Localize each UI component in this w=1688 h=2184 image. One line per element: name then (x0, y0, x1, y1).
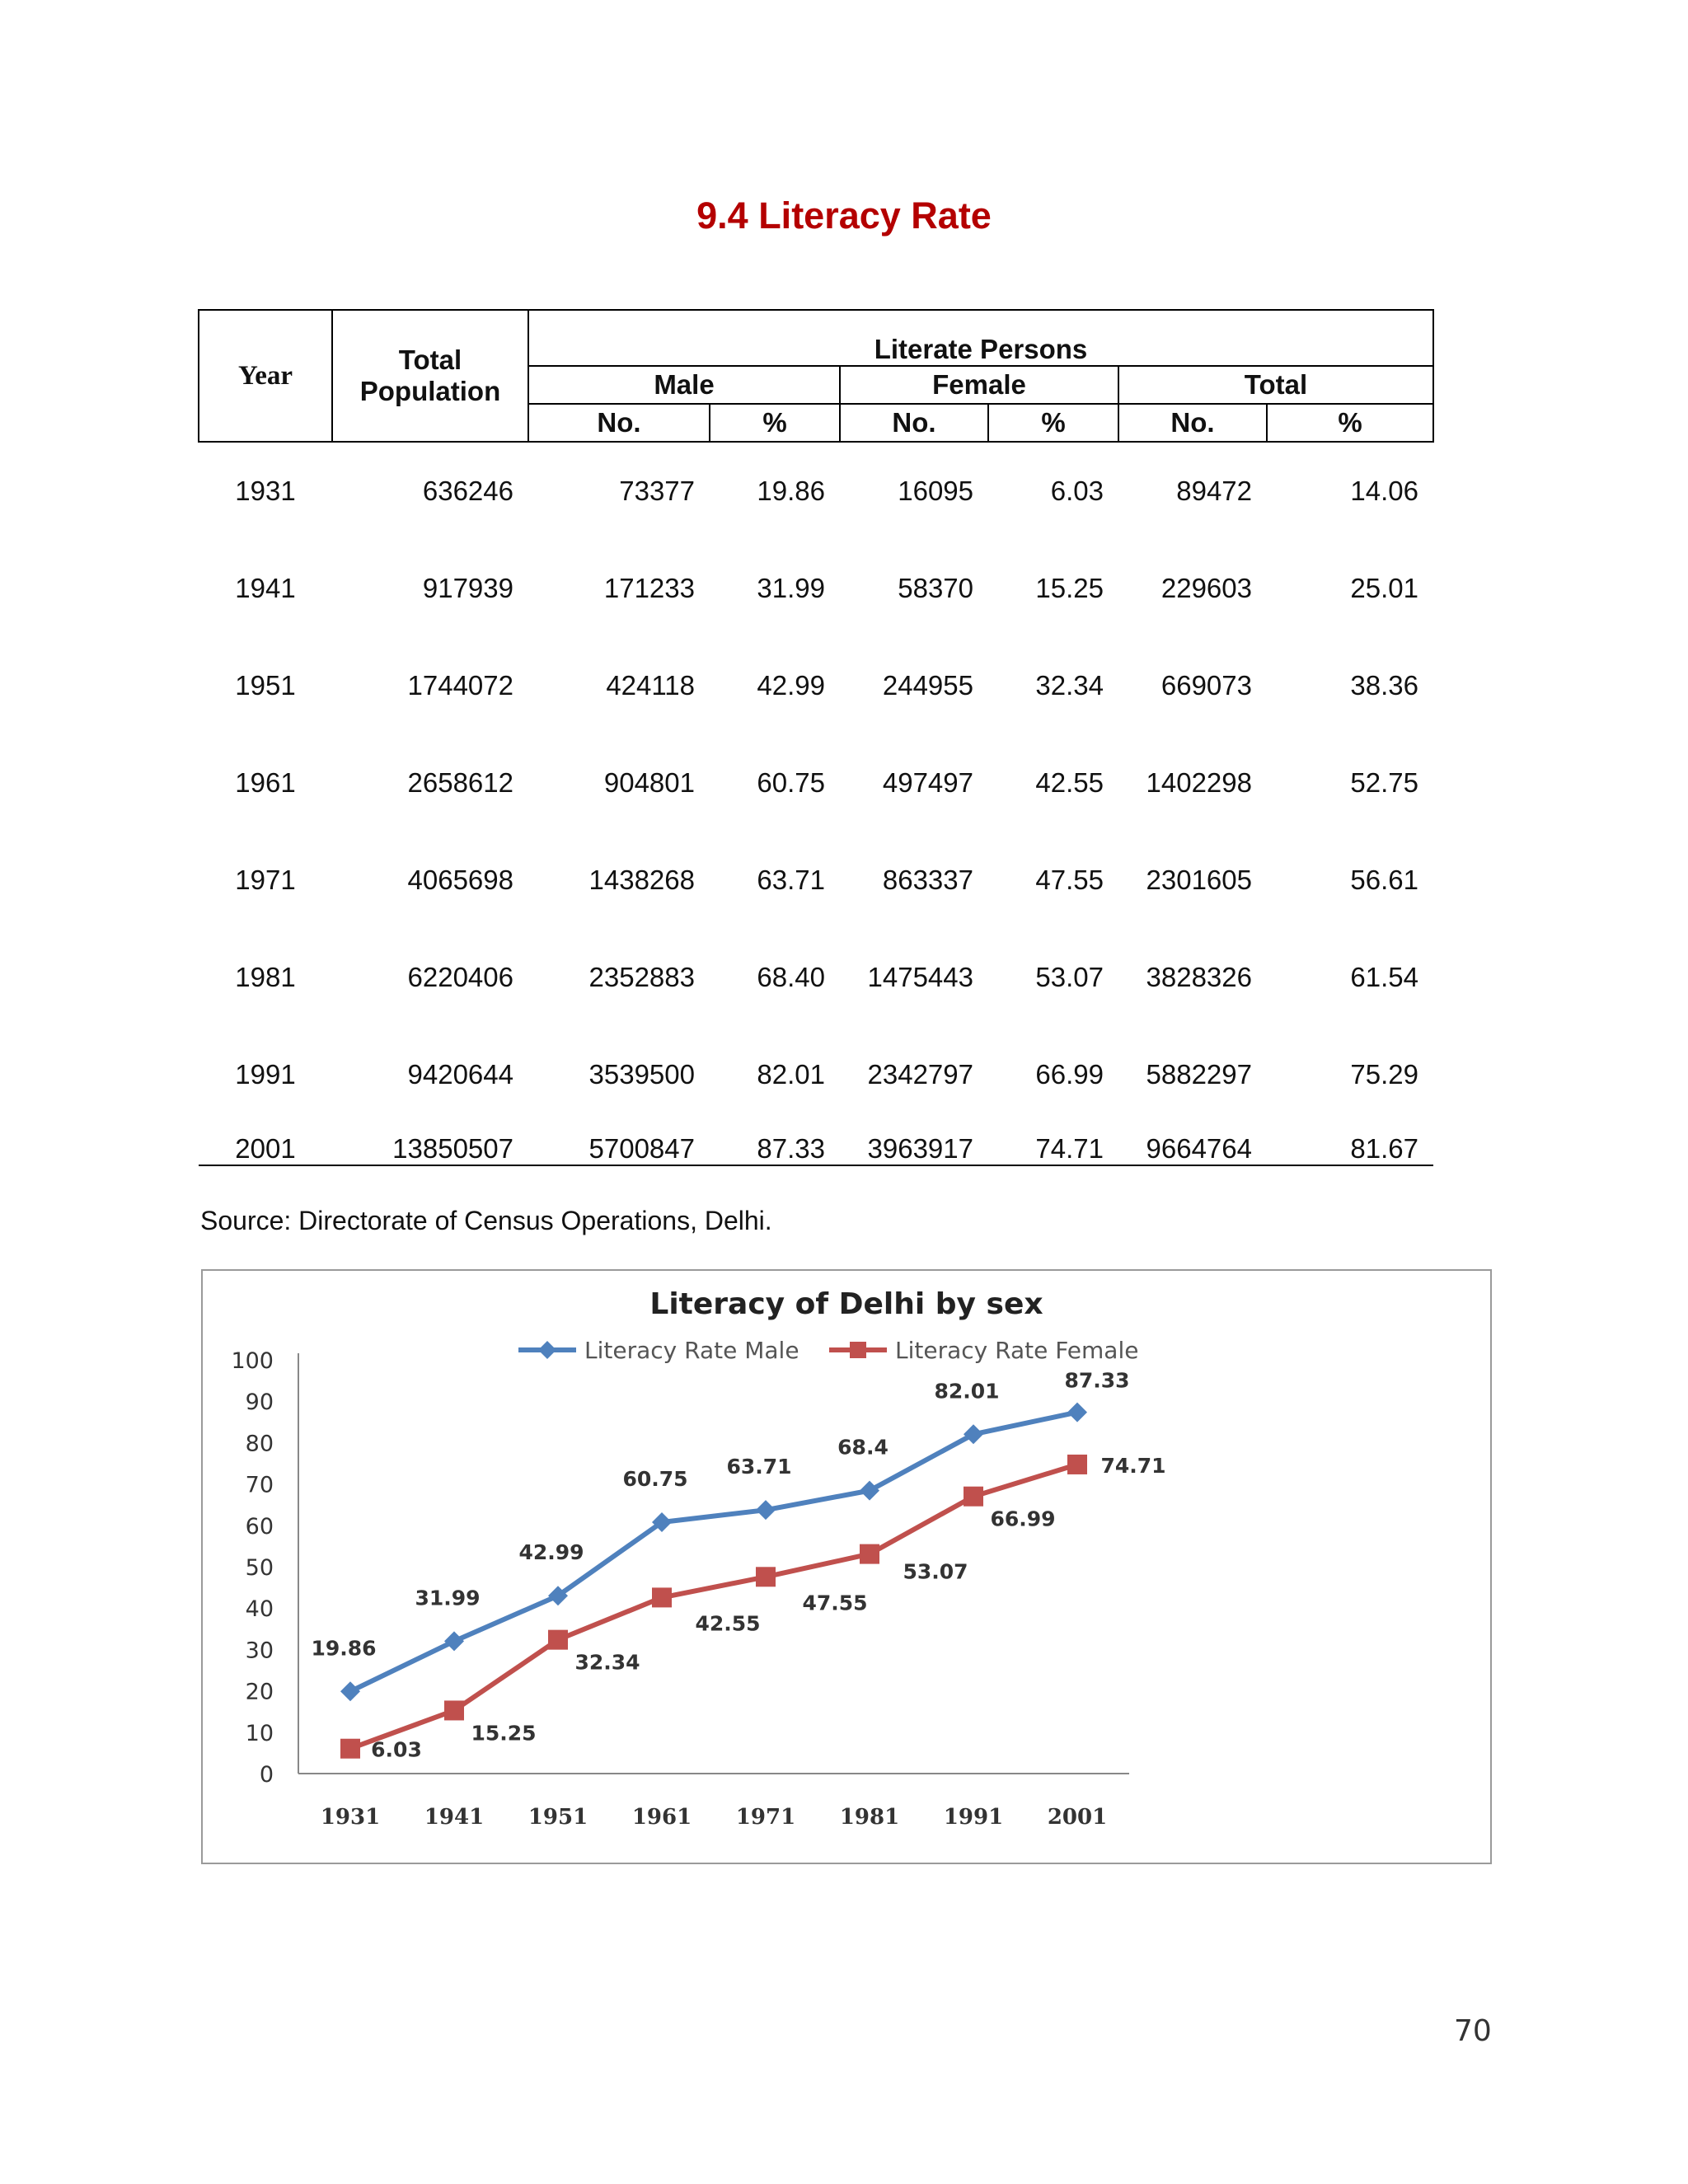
x-tick-label: 1941 (424, 1805, 485, 1830)
data-label: 87.33 (1064, 1368, 1130, 1393)
header-male-pct: % (710, 404, 840, 442)
data-label: 82.01 (934, 1379, 1000, 1404)
row-total-no: 229603 (1160, 573, 1252, 603)
row-male-pct: 31.99 (757, 573, 825, 603)
header-literate-persons: Literate Persons (528, 310, 1433, 366)
data-point (860, 1544, 879, 1564)
row-female-no: 863337 (882, 865, 973, 895)
y-tick-label: 40 (245, 1596, 274, 1623)
series-line-0 (350, 1413, 1077, 1692)
row-year: 1971 (235, 865, 296, 895)
row-total-no: 89472 (1176, 476, 1252, 506)
header-total-population: Total Population (332, 310, 528, 442)
header-female: Female (840, 366, 1118, 404)
row-female-no: 3963917 (840, 1123, 988, 1165)
row-total-no: 9664764 (1118, 1123, 1267, 1165)
row-male-pct: 19.86 (757, 476, 825, 506)
row-population: 4065698 (407, 865, 513, 895)
row-female-no: 497497 (882, 767, 973, 798)
data-point (964, 1487, 983, 1507)
x-tick-label: 1931 (320, 1805, 381, 1830)
row-total-pct: 56.61 (1350, 865, 1418, 895)
x-tick-label: 1971 (735, 1805, 796, 1830)
row-female-pct: 32.34 (1035, 670, 1104, 701)
row-population: 2658612 (407, 767, 513, 798)
row-male-pct: 68.40 (757, 962, 825, 992)
data-point (652, 1587, 672, 1607)
row-female-pct: 47.55 (1035, 865, 1104, 895)
row-total-no: 1402298 (1146, 767, 1252, 798)
data-point (444, 1631, 464, 1651)
data-point (340, 1681, 360, 1701)
y-tick-label: 90 (245, 1390, 274, 1416)
literacy-chart (201, 1269, 1492, 1864)
chart-canvas (203, 1271, 1490, 1863)
data-point (444, 1700, 464, 1720)
data-label: 42.99 (518, 1540, 584, 1565)
source-note: Source: Directorate of Census Operations, Delhi. (200, 1206, 772, 1235)
row-female-pct: 15.25 (1035, 573, 1104, 603)
y-tick-label: 70 (245, 1472, 274, 1498)
data-label: 32.34 (574, 1650, 640, 1675)
row-population: 917939 (422, 573, 513, 603)
row-male-no: 2352883 (588, 962, 695, 992)
row-year: 1931 (235, 476, 296, 506)
row-total-pct: 38.36 (1350, 670, 1418, 701)
row-population: 636246 (422, 476, 513, 506)
data-label: 60.75 (622, 1467, 688, 1492)
y-tick-label: 0 (259, 1762, 274, 1788)
row-population: 6220406 (407, 962, 513, 992)
row-male-no: 73377 (619, 476, 695, 506)
row-female-no: 58370 (898, 573, 973, 603)
row-female-no: 2342797 (867, 1059, 973, 1090)
row-total-pct: 61.54 (1350, 962, 1418, 992)
data-label: 15.25 (471, 1721, 537, 1746)
legend-marker-1 (850, 1342, 866, 1358)
row-total-no: 3828326 (1146, 962, 1252, 992)
row-male-pct: 82.01 (757, 1059, 825, 1090)
row-population: 1744072 (407, 670, 513, 701)
row-total-pct: 75.29 (1350, 1059, 1418, 1090)
data-label: 42.55 (695, 1611, 761, 1636)
row-male-pct: 63.71 (757, 865, 825, 895)
data-label: 6.03 (371, 1737, 422, 1762)
row-year: 1951 (235, 670, 296, 701)
row-male-no: 904801 (603, 767, 695, 798)
data-label: 63.71 (726, 1455, 792, 1479)
table-row (199, 929, 1433, 1026)
table-row (199, 637, 1433, 734)
row-male-pct: 42.99 (757, 670, 825, 701)
header-year: Year (199, 310, 332, 442)
row-female-pct: 66.99 (1035, 1059, 1104, 1090)
row-female-no: 1475443 (867, 962, 973, 992)
row-year: 1941 (235, 573, 296, 603)
x-tick-label: 1981 (839, 1805, 900, 1830)
row-female-pct: 74.71 (988, 1123, 1118, 1165)
row-total-pct: 52.75 (1350, 767, 1418, 798)
row-male-pct: 87.33 (710, 1123, 840, 1165)
data-point (548, 1630, 568, 1650)
literacy-table (198, 309, 1434, 1166)
row-year: 2001 (199, 1123, 332, 1165)
row-female-pct: 42.55 (1035, 767, 1104, 798)
page-heading: 9.4 Literacy Rate (696, 194, 992, 237)
page-number: 70 (1454, 2014, 1492, 2048)
row-total-no: 669073 (1160, 670, 1252, 701)
row-total-pct: 25.01 (1350, 573, 1418, 603)
x-tick-label: 1961 (631, 1805, 692, 1830)
table-row (199, 832, 1433, 929)
data-point (1067, 1403, 1087, 1422)
row-female-pct: 6.03 (1050, 476, 1104, 506)
row-total-pct: 14.06 (1350, 476, 1418, 506)
row-male-no: 424118 (606, 670, 695, 701)
data-label: 53.07 (903, 1559, 968, 1584)
table-row (199, 1123, 1433, 1165)
row-year: 1991 (235, 1059, 296, 1090)
y-tick-label: 100 (231, 1348, 274, 1374)
data-label: 47.55 (802, 1591, 868, 1615)
data-point (756, 1567, 776, 1586)
y-tick-label: 10 (245, 1720, 274, 1746)
y-tick-label: 20 (245, 1679, 274, 1705)
data-label: 66.99 (990, 1507, 1056, 1531)
row-male-no: 1438268 (588, 865, 695, 895)
header-female-no: No. (840, 404, 988, 442)
data-point (340, 1739, 360, 1759)
row-female-no: 244955 (882, 670, 973, 701)
row-year: 1961 (235, 767, 296, 798)
y-tick-label: 30 (245, 1638, 274, 1664)
row-population: 9420644 (407, 1059, 513, 1090)
chart-title: Literacy of Delhi by sex (649, 1287, 1043, 1321)
header-total-no: No. (1118, 404, 1267, 442)
legend-label-0: Literacy Rate Male (584, 1337, 799, 1364)
x-tick-label: 1951 (528, 1805, 588, 1830)
row-total-no: 2301605 (1146, 865, 1252, 895)
data-label: 74.71 (1100, 1453, 1166, 1478)
header-total-pct: % (1267, 404, 1433, 442)
data-label: 19.86 (311, 1636, 377, 1661)
header-total: Total (1118, 366, 1433, 404)
data-point (1067, 1455, 1087, 1474)
header-female-pct: % (988, 404, 1118, 442)
table-row (199, 540, 1433, 637)
table-row (199, 1026, 1433, 1123)
row-year: 1981 (235, 962, 296, 992)
header-male-no: No. (528, 404, 710, 442)
row-female-no: 16095 (898, 476, 973, 506)
legend-label-1: Literacy Rate Female (895, 1337, 1139, 1364)
row-male-no: 3539500 (588, 1059, 695, 1090)
table-row (199, 442, 1433, 540)
header-male: Male (528, 366, 840, 404)
row-male-pct: 60.75 (757, 767, 825, 798)
row-male-no: 5700847 (528, 1123, 710, 1165)
data-point (860, 1481, 879, 1501)
data-label: 31.99 (415, 1586, 481, 1610)
row-population: 13850507 (332, 1123, 528, 1165)
data-point (756, 1500, 776, 1520)
row-male-no: 171233 (603, 573, 695, 603)
y-tick-label: 60 (245, 1513, 274, 1540)
x-tick-label: 2001 (1047, 1805, 1108, 1830)
table-row (199, 734, 1433, 832)
row-total-pct: 81.67 (1267, 1123, 1433, 1165)
x-tick-label: 1991 (943, 1805, 1004, 1830)
row-total-no: 5882297 (1146, 1059, 1252, 1090)
data-label: 68.4 (837, 1435, 889, 1460)
legend-marker-0 (538, 1341, 556, 1359)
y-tick-label: 80 (245, 1431, 274, 1457)
y-tick-label: 50 (245, 1555, 274, 1581)
row-female-pct: 53.07 (1035, 962, 1104, 992)
data-point (964, 1424, 983, 1444)
